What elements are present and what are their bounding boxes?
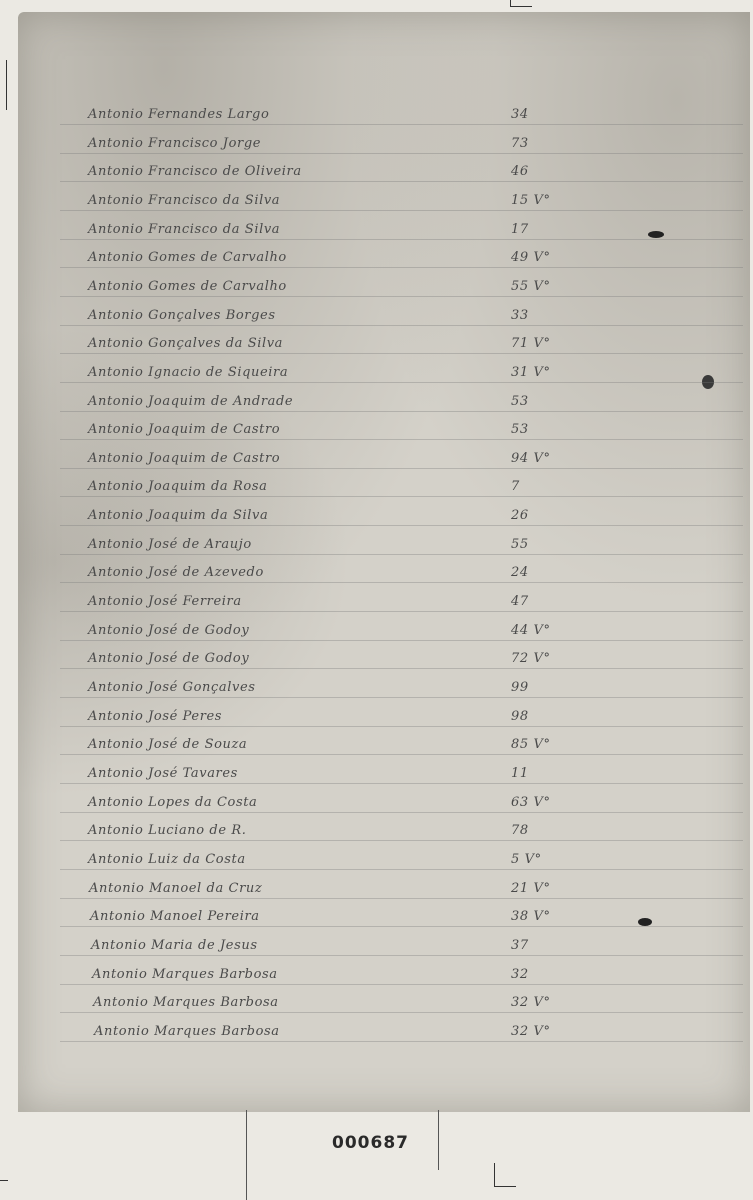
- entry-name: Antonio Joaquim de Castro: [88, 422, 281, 437]
- entry-page-reference: 53: [511, 394, 529, 409]
- index-entry: [0, 938, 753, 966]
- entry-name: Antonio Joaquim de Andrade: [88, 394, 294, 409]
- index-entry: [0, 737, 753, 765]
- entry-name: Antonio José de Godoy: [88, 651, 250, 666]
- index-entry: [0, 451, 753, 479]
- entry-page-reference: 55: [511, 537, 529, 552]
- index-entry: [0, 680, 753, 708]
- index-entry: [0, 136, 753, 164]
- entry-page-reference: 26: [511, 508, 529, 523]
- index-entry: [0, 823, 753, 851]
- entry-page-reference: 71 V°: [511, 336, 551, 351]
- page-stamp-number: 000687: [332, 1133, 409, 1153]
- entry-name: Antonio Luiz da Costa: [88, 852, 246, 867]
- entry-name: Antonio José Peres: [88, 709, 223, 724]
- entry-page-reference: 44 V°: [511, 623, 551, 638]
- entry-name: Antonio Joaquim da Silva: [88, 508, 269, 523]
- ruled-line: [60, 296, 743, 297]
- entry-page-reference: 21 V°: [511, 881, 551, 896]
- entry-page-reference: 7: [511, 479, 520, 494]
- index-entry: [0, 308, 753, 336]
- entry-name: Antonio Gomes de Carvalho: [88, 250, 287, 265]
- entry-page-reference: 46: [511, 164, 529, 179]
- entry-name: Antonio Francisco de Oliveira: [88, 164, 302, 179]
- entry-page-reference: 55 V°: [511, 279, 551, 294]
- entry-page-reference: 34: [511, 107, 529, 122]
- ruled-line: [60, 1041, 743, 1042]
- index-entry: [0, 479, 753, 507]
- entry-page-reference: 78: [511, 823, 529, 838]
- ruled-line: [60, 181, 743, 182]
- index-entry: [0, 766, 753, 794]
- crop-mark-bottom: [494, 1163, 495, 1187]
- ruled-line: [60, 382, 743, 383]
- index-entry: [0, 909, 753, 937]
- entry-page-reference: 73: [511, 136, 529, 151]
- ruled-line: [60, 439, 743, 440]
- entry-page-reference: 49 V°: [511, 250, 551, 265]
- index-entry: [0, 1024, 753, 1052]
- entry-name: Antonio José de Araujo: [88, 537, 252, 552]
- entry-page-reference: 32 V°: [511, 1024, 551, 1039]
- entry-page-reference: 24: [511, 565, 529, 580]
- index-entry: [0, 365, 753, 393]
- entry-page-reference: 38 V°: [511, 909, 551, 924]
- entry-name: Antonio Francisco Jorge: [88, 136, 262, 151]
- entry-page-reference: 53: [511, 422, 529, 437]
- index-entry: [0, 222, 753, 250]
- ruled-line: [60, 640, 743, 641]
- entry-name: Antonio Ignacio de Siqueira: [88, 365, 289, 380]
- crop-mark-left: [6, 60, 7, 110]
- index-entry: [0, 107, 753, 135]
- entry-page-reference: 47: [511, 594, 529, 609]
- entry-name: Antonio Joaquim da Rosa: [88, 479, 268, 494]
- entry-name: Antonio José Gonçalves: [88, 680, 256, 695]
- entry-page-reference: 32: [511, 967, 529, 982]
- ruled-line: [60, 984, 743, 985]
- index-entry: [0, 394, 753, 422]
- entry-name: Antonio Marques Barbosa: [93, 995, 279, 1010]
- entry-name: Antonio José Tavares: [88, 766, 238, 781]
- ruled-line: [60, 1012, 743, 1013]
- entry-page-reference: 11: [511, 766, 529, 781]
- ruled-line: [60, 898, 743, 899]
- entry-page-reference: 32 V°: [511, 995, 551, 1010]
- ruled-line: [60, 153, 743, 154]
- entry-page-reference: 85 V°: [511, 737, 551, 752]
- index-entry: [0, 594, 753, 622]
- index-entry: [0, 565, 753, 593]
- entry-name: Antonio José Ferreira: [88, 594, 242, 609]
- ruled-line: [60, 267, 743, 268]
- entry-page-reference: 33: [511, 308, 529, 323]
- ruled-line: [60, 124, 743, 125]
- entry-name: Antonio Gonçalves da Silva: [88, 336, 284, 351]
- entry-name: Antonio Luciano de R.: [88, 823, 247, 838]
- ruled-line: [60, 955, 743, 956]
- ruled-line: [60, 840, 743, 841]
- ruled-line: [60, 726, 743, 727]
- ruled-line: [60, 668, 743, 669]
- ruled-line: [60, 554, 743, 555]
- index-entry: [0, 852, 753, 880]
- entry-name: Antonio Gomes de Carvalho: [88, 279, 287, 294]
- entry-page-reference: 37: [511, 938, 529, 953]
- index-entry: [0, 250, 753, 278]
- index-entry: [0, 967, 753, 995]
- ruled-line: [60, 697, 743, 698]
- entry-name: Antonio José de Godoy: [88, 623, 250, 638]
- ruled-line: [60, 783, 743, 784]
- index-entry: [0, 508, 753, 536]
- entry-page-reference: 31 V°: [511, 365, 551, 380]
- entry-name: Antonio José de Azevedo: [88, 565, 264, 580]
- ruled-line: [60, 325, 743, 326]
- ruled-line: [60, 611, 743, 612]
- ruled-line: [60, 210, 743, 211]
- entry-name: Antonio Marques Barbosa: [94, 1024, 280, 1039]
- index-entry: [0, 995, 753, 1023]
- entry-page-reference: 99: [511, 680, 529, 695]
- index-entry: [0, 795, 753, 823]
- ruled-line: [60, 812, 743, 813]
- index-entry: [0, 336, 753, 364]
- entry-name: Antonio Francisco da Silva: [88, 193, 281, 208]
- entry-name: Antonio José de Souza: [88, 737, 248, 752]
- index-entry: [0, 709, 753, 737]
- index-entry: [0, 881, 753, 909]
- entry-page-reference: 72 V°: [511, 651, 551, 666]
- entry-page-reference: 98: [511, 709, 529, 724]
- ruled-line: [60, 525, 743, 526]
- ruled-line: [60, 468, 743, 469]
- entry-name: Antonio Francisco da Silva: [88, 222, 281, 237]
- index-entry: [0, 623, 753, 651]
- entry-page-reference: 15 V°: [511, 193, 551, 208]
- index-entry: [0, 422, 753, 450]
- entry-name: Antonio Manoel da Cruz: [89, 881, 263, 896]
- index-entry: [0, 279, 753, 307]
- entry-name: Antonio Marques Barbosa: [92, 967, 278, 982]
- entry-name: Antonio Lopes da Costa: [88, 795, 258, 810]
- ruled-line: [60, 353, 743, 354]
- ruled-line: [60, 869, 743, 870]
- index-entry: [0, 537, 753, 565]
- entry-page-reference: 63 V°: [511, 795, 551, 810]
- crop-mark-bottom-left: [0, 1180, 8, 1181]
- index-entry: [0, 193, 753, 221]
- entry-name: Antonio Fernandes Largo: [88, 107, 270, 122]
- entry-name: Antonio Joaquim de Castro: [88, 451, 281, 466]
- entry-name: Antonio Gonçalves Borges: [88, 308, 276, 323]
- ruled-line: [60, 582, 743, 583]
- binding-line-right: [438, 1110, 439, 1170]
- entry-name: Antonio Manoel Pereira: [90, 909, 260, 924]
- crop-mark-bottom-base: [494, 1186, 516, 1187]
- binding-line-left: [246, 1110, 247, 1200]
- ruled-line: [60, 411, 743, 412]
- ruled-line: [60, 926, 743, 927]
- ruled-line: [60, 496, 743, 497]
- index-entry: [0, 651, 753, 679]
- entry-name: Antonio Maria de Jesus: [91, 938, 258, 953]
- entry-page-reference: 94 V°: [511, 451, 551, 466]
- crop-mark-top-stem: [510, 0, 511, 7]
- ruled-line: [60, 754, 743, 755]
- ruled-line: [60, 239, 743, 240]
- index-entry: [0, 164, 753, 192]
- crop-mark-top: [510, 6, 532, 7]
- entry-page-reference: 5 V°: [511, 852, 542, 867]
- entry-page-reference: 17: [511, 222, 529, 237]
